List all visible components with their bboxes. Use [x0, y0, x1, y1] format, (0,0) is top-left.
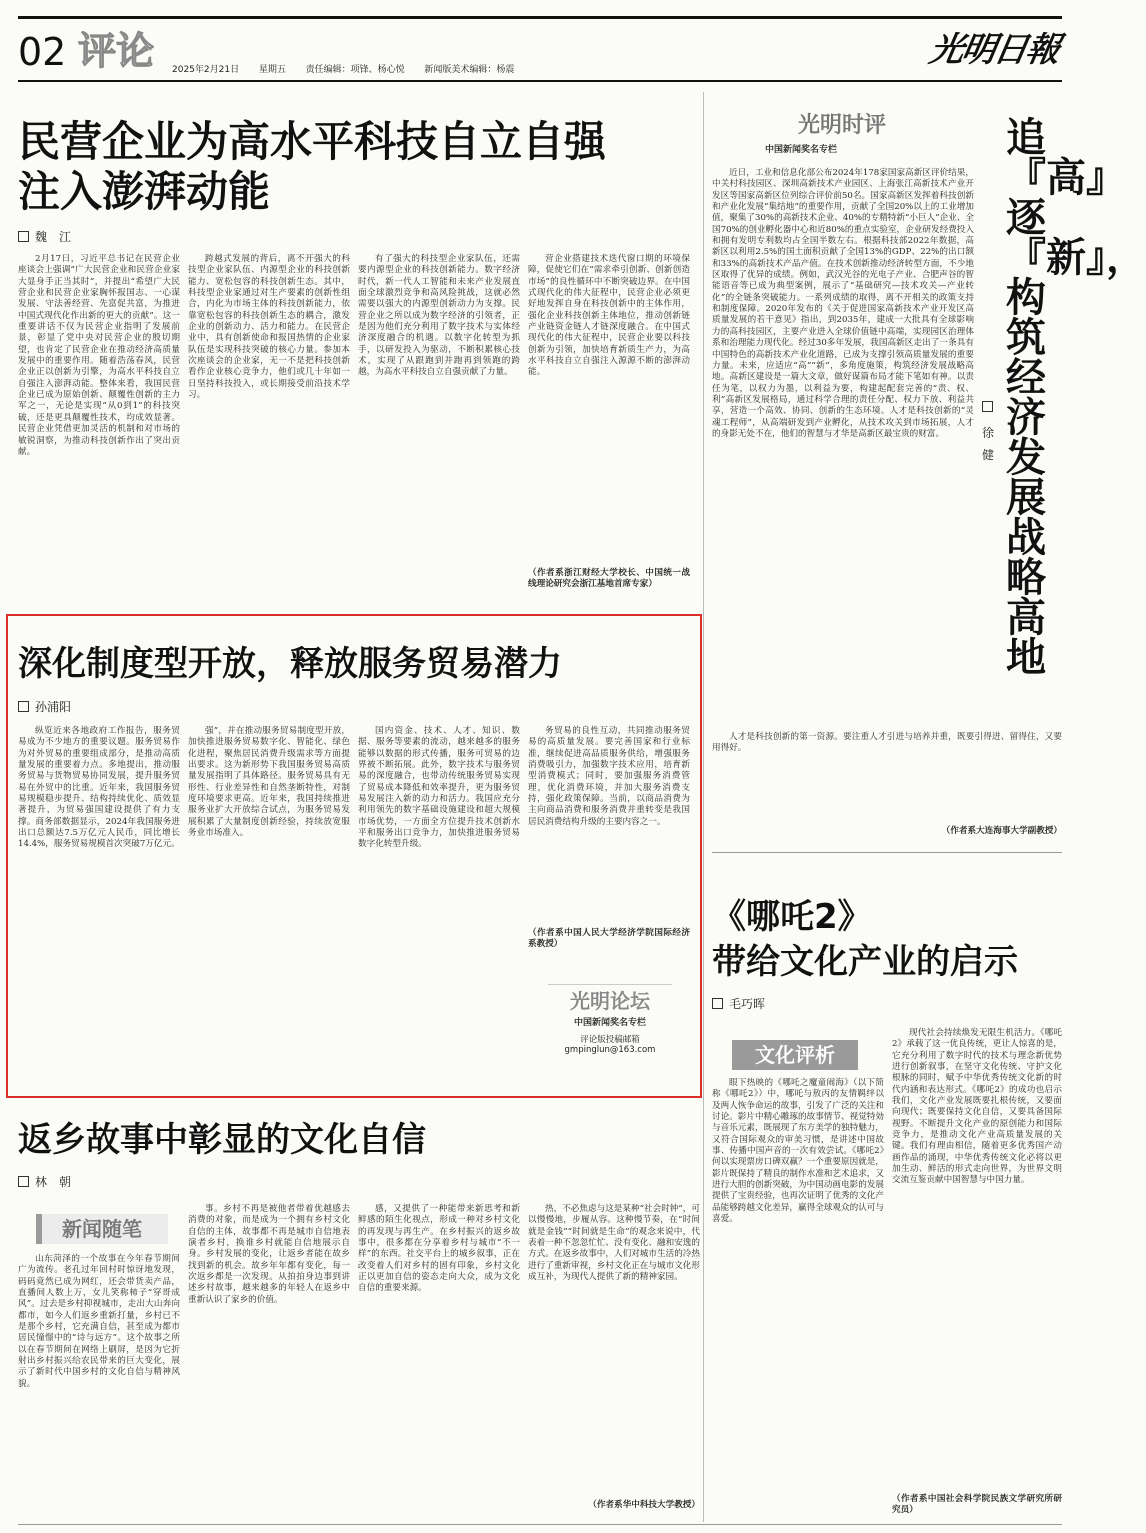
xinwen-suibi-logo: 新闻随笔 [62, 1217, 142, 1241]
article5-col-right: 现代社会持续焕发无限生机活力。《哪吒2》承载了这一优良传统，更让人惊喜的是，它充分利用了数字时代的技术与理念新优势进行创新叙事，在坚守文化传统、守护文化根脉的同时，赋予中华优秀传统文化新的时代内涵和表达形式。《哪吒2》的成功也启示我们，文化产业发展既要扎根传统，又要面向现代；既要保持文化自信，又要具备国际视野。不断提升文化产业的原创能力和国际竞争力，是推动文化产业高质量发展的关键。我们有理由相信，随着更多优秀国产动画作品的涌现，中华优秀传统文化必将以更加生动、鲜活的形式走向世界，为世界文明交流互鉴贡献中国智慧与中国力量。 [892, 1028, 1062, 1186]
guangming-shiping-badge [706, 112, 896, 160]
article4-continuation: 人才是科技创新的第一资源。要注重人才引进与培养并重，既要引得进、留得住，又要用得好。 [712, 732, 1062, 754]
byline-box-icon [18, 1176, 29, 1187]
article1-col3: 有了强大的科技型企业家队伍，还需要内源型企业的科技创新能力。数字经济时代，新一代人工智能和未来产业发展直面全球激烈竞争和高风险挑战，这就必然需要以强大的内源型创新动力为支撑。民营企业之所以成为数字经济的引领者，正是因为他们充分利用了数字技术与实体经济深度融合的机遇。以数字化转型为抓手，以研发投入为驱动，不断积累核心技术，实现了从跟跑到并跑再到领跑的跨越，为高水平科技自立自强贡献了力量。 [358, 254, 520, 378]
luntan-subtitle: 中国新闻奖名专栏 [573, 1018, 646, 1028]
luntan-email[interactable]: gmpinglun@163.com [564, 1045, 656, 1055]
article2-byline [18, 698, 71, 715]
xinwen-suibi-badge [36, 1214, 168, 1244]
article1-byline [18, 228, 71, 245]
guangming-shiping-logo: 光明时评 [798, 113, 887, 138]
article3-title: 返乡故事中彰显的文化自信 [18, 1120, 426, 1160]
article3-col3: 感，又提供了一种能带来新思考和新鲜感的陌生化视点，形成一种对乡村文化的再发现与再生产。在乡村振兴的返乡故事中，很多都在分享着乡村与城市“不一样”的东西。社交平台上的城乡叙事，正在改变着人们对乡村的固有印象，乡村文化正以更加自信的姿态走向大众，成为文化自信的重要来源。 [358, 1204, 520, 1294]
article2-col3: 国内资金、技术、人才、知识、数据、服务等要素的流动，越来越多的服务能够以数据的形式传播，服务可贸易的边界被不断拓展。此外，数字技术与服务贸易的深度融合，也带动传统服务贸易实现了贸易成本降低和效率提升，更为服务贸易发展注入新的动力和活力。我国应充分利用领先的数字基础设施建设和超大规模市场优势，一方面全方位提升技术创新水平和服务出口竞争力，加快推进服务贸易数字化转型升级。 [358, 726, 520, 850]
article1-credit: （作者系浙江财经大学校长、中国统一战线理论研究会浙江基地首席专家） [528, 568, 690, 590]
article3-byline [18, 1173, 71, 1190]
byline-box-icon [18, 701, 29, 712]
article1-title-line1: 民营企业为高水平科技自立自强 [18, 117, 607, 166]
guangming-luntan-badge [548, 984, 672, 1065]
article4-author: 徐 健 [982, 426, 1007, 462]
byline-box-icon [712, 998, 723, 1009]
article1-col2: 跨越式发展的背后，离不开强大的科技型企业家队伍、内源型企业的科技创新能力、宽松包容的科技创新生态。其中，科技型企业家通过对生产要素的创新性组合，内化为市场主体的科技创新能力，依靠宽松包容的科技创新生态的耦合，激发企业的创新动力、活力和能力。在民营企业中，具有创新使命和报国热情的企业家队伍是实现科技突破的核心力量。参加本次座谈会的企业家，无一不是把科技创新看作企业核心竞争力，他们或几十年如一日坚持科技投入，或长期接受前沿技术学习。 [188, 254, 350, 401]
article5-title-line2: 带给文化产业的启示 [712, 942, 1018, 982]
article3-credit: （作者系华中科技大学教授） [588, 1500, 700, 1510]
article4-credit: （作者系大连海事大学副教授） [941, 826, 1062, 836]
article2-credit: （作者系中国人民大学经济学院国际经济系教授） [528, 928, 690, 950]
shiping-subtitle: 中国新闻奖名专栏 [764, 145, 837, 155]
article2-col1: 纵览近来各地政府工作报告，服务贸易成为不少地方的重要议题。服务贸易作为对外贸易的重要组成部分，是推动高质量发展的重要着力点。多地提出，推动服务贸易与货物贸易协同发展，提升服务贸易在外贸中的比重。近年来，我国服务贸易规模稳步提升、结构持续优化、质效显著提升，为贸易强国建设提供了有力支撑。商务部数据显示，2024年我国服务进出口总额达7.5万亿元人民币，同比增长14.4%，服务贸易规模首次突破7万亿元。 [18, 726, 180, 850]
column-rule-right [712, 852, 1062, 853]
section-name: 评论 [78, 29, 155, 73]
article3-col2: 事。乡村不再是被他者带着优越感去消费的对象，而是成为一个拥有乡村文化自信的主体，故事都不再是城市自信地表演者乡村，换谁乡村就能自信地展示自身。乡村发展的变化，让返乡者能在故乡找到新的机会。故乡年年都有变化，每一次返乡都是一次发现。从拍拍身边事到讲述乡村故事，越来越多的年轻人在返乡中重新认识了家乡的价值。 [188, 1204, 350, 1305]
guangming-luntan-logo: 光明论坛 [570, 989, 650, 1013]
article1-col4: 营企业搭建技术迭代窗口期的环境保障，促使它们在“需求牵引创新、创新创造市场”的良性循环中不断突破边界。在中国式现代化的伟大征程中，民营企业必须更好地发挥自身在科技创新中的主体作用，强化企业科技创新主体地位，推动创新链产业链资金链人才链深度融合。在中国式现代化的伟大征程中，民营企业要以科技创新为引领，加快培育新质生产力，为高水平科技自立自强注入源源不断的澎湃动能。 [528, 254, 690, 378]
article2-col2: 强”，并在推动服务贸易制度型开放，加快推进服务贸易数字化、智能化、绿色化进程，聚焦居民消费升级需求等方面提出要求。这为新形势下我国服务贸易高质量发展指明了具体路径。服务贸易具有无形性、行业差异性和自然垄断特性，对制度环境要求更高。近年来，我国持续推进服务业扩大开放综合试点，为服务贸易发展积累了大量制度创新经验，持续放宽服务业市场准入。 [188, 726, 350, 839]
article3-col4: 热，不必焦虑与这是某种“社会时钟”，可以慢慢地，步履从容。这种慢节奏，在“时间就是金钱”“时间就是生命”的观念来说中，代表着一种不忽忽忙忙、没有变化、融和安逸的方式。在返乡故事中，人们对城市生活的冷热进行了重新审视，乡村文化正在与城市文化形成互补，为现代人提供了新的精神家园。 [528, 1204, 700, 1283]
wenhua-pingxi-logo: 文化评析 [755, 1043, 835, 1067]
byline-box-icon [982, 401, 993, 412]
article4-text-wide [712, 732, 1062, 822]
article4-title: 追『高』逐『新』，构筑经济发展战略高地 [1006, 115, 1146, 681]
article3-author: 林 朝 [35, 1175, 72, 1189]
article1-title-line2: 注入澎湃动能 [18, 167, 271, 216]
article2-author: 孙浦阳 [35, 700, 72, 714]
article4-text: 近日，工业和信息化部公布2024年178家国家高新区评价结果，中关村科技园区、深圳高新技术产业园区、上海张江高新技术产业开发区等国家高新区位列综合评价前50名。国家高新区发挥着科技创新和产业化发展“集结地”的重要作用，贡献了全国20%以上的工业增加值，聚集了30%的高新技术企业、40%的专精特新“小巨人”企业、全国70%的创业孵化器中心和近80%的重点实验室，企业研发经费投入和拥有发明专利数均占全国半数左右。根据科技部2022年数据，高新区以利用2.5%的国土面积贡献了全国13%的GDP、22%的出口额和33%的高新技术产品产值。在技术创新推动经济转型方面，不少地区取得了优异的成绩。例如，武汉光谷的光电子产业、合肥声谷的智能语音等已成为典型案例，展示了“基础研究—技术攻关—产业转化”的全链条突破能力。一系列成绩的取得，离不开相关的政策支持和制度保障。2020年发布的《关于促进国家高新技术产业开发区高质量发展的若干意见》指出，到2035年，建成一大批具有全球影响力的高科技园区，主要产业进入全球价值链中高端，实现园区治理体系和治理能力现代化。经过30多年发展，我国高新区走出了一条具有中国特色的高新技术产业化道路，已成为支撑引领高质量发展的重要力量。未来，应适应“高”“新”，多角度施策，构筑经济发展战略高地。高新区建设是一篇大文章，做好谋篇布局才能下笔如有神。以责任为笔，以权力为墨，以利益为要，构建起配套完善的“责、权、利”高新区发展格局，通过科学合理的责任分配、权力下放、利益共享，营造一个高效、协同、创新的生态环境。人才是科技创新的“灵魂工程师”，从高端研发到产业孵化，从技术攻关到市场拓展，人才的身影无处不在，他们的智慧与才华是高新区最宝贵的财富。 [712, 168, 974, 439]
article5-col-left: 眼下热映的《哪吒之魔童闹海》（以下简称《哪吒2》）中，哪吒与敖丙的友情羁绊以及两人恢争命运的故事，引发了广泛的关注和讨论。影片中精心雕琢的故事情节、视觉特効与音乐元素，既展现了东方美学的独特魅力，又符合国际观众的审美习惯，是讲述中国故事、传播中国声音的一次有效尝试。《哪吒2》何以实现票房口碑双赢？一个重要原因就是，影片既保持了精良的制作水准和艺术追求，又进行大胆的创新突破，为中国动画电影的发展提供了宝贵经验，也再次证明了优秀的文化产品能够跨越文化差异，赢得全球观众的认可与喜爱。 [712, 1078, 884, 1225]
article5-author: 毛巧晖 [729, 997, 766, 1011]
article5-credit: （作者系中国社会科学院民族文学研究所研究员） [892, 1494, 1062, 1516]
article1-col1: 2月17日，习近平总书记在民营企业座谈会上强调“广大民营企业和民营企业家大显身手正当其时”，并提出“希望广大民营企业和民营企业家胸怀报国志、一心谋发展、守法善经营、先富促共富，为推进中国式现代化作出新的更大的贡献”。这一重要讲话不仅为民营企业指明了发展前景，彰显了党中央对民营企业的殷切期望，也肯定了民营企业在推动经济高质量发展中的重要作用。随着浩荡春风，民营企业正以创新为引擎，为高水平科技自立自强注入澎湃动能。整体来看，我国民营企业已成为原始创新、颠覆性创新的主力军之一，无论是实现“从0到1”的科技突破，还是更具颠覆性技术，均成效显著。民营企业凭借更加灵活的机制和对市场的敏锐洞察，为推动科技创新作出了突出贡献。 [18, 254, 180, 457]
art-editor: 新闻版美术编辑：杨震 [424, 65, 515, 75]
article5-byline [712, 995, 765, 1012]
article3-col1: 山东菏泽的一个故事在今年春节期间广为流传。老孔过年回村时惊讶地发现，码码竟然已成为网红，还会带货卖产品，直播间人数上万，女儿笑称柿子“穿哥成风”。过去是乡村抑视城市，走出大山奔向都市，如今人们返乡重新打量，乡村已不是那个乡村，它充满自信，甚至成为都市居民憧憬中的“诗与远方”。这个故事之所以在春节期间在网络上刷屏，是因为它折射出乡村振兴给农民带来的巨大变化，展示了新时代中国乡村的文化自信与精神风貌。 [18, 1254, 180, 1389]
byline-box-icon [18, 231, 29, 242]
bottom-rule [18, 1524, 1062, 1525]
article2-title: 深化制度型开放，释放服务贸易潜力 [18, 644, 562, 684]
issue-weekday: 星期五 [258, 65, 286, 75]
article4-byline [982, 400, 1007, 466]
paper-logo: 光明日報 [926, 30, 1062, 70]
article1-author: 魏 江 [35, 230, 72, 244]
issue-date: 2025年2月21日 [172, 65, 240, 75]
responsible-editors: 责任编辑：项锋、杨心悦 [305, 65, 405, 75]
column-divider [703, 92, 704, 1522]
wenhua-pingxi-badge [732, 1040, 858, 1070]
masthead-rule [18, 80, 1062, 82]
issue-info [172, 62, 514, 75]
top-rule [18, 16, 1062, 19]
page-number: 02 [18, 30, 67, 74]
article2-col4: 务贸易的良性互动，共同推动服务贸易的高质量发展。要完善国家和行业标准，继续促进高品质服务供给，增强服务消费吸引力，加强数字技术应用，培育新型消费模式；同时，要加强服务消费管理，优化消费环境，并加大服务消费支持，强化政策保障。当前，以商品消费为主向商品消费和服务消费并重转变是我国居民消费结构升级的主要内容之一。 [528, 726, 690, 827]
article5-title-line1: 《哪吒2》 [712, 897, 872, 937]
luntan-contact-label: 评论版投稿邮箱 [580, 1035, 640, 1045]
